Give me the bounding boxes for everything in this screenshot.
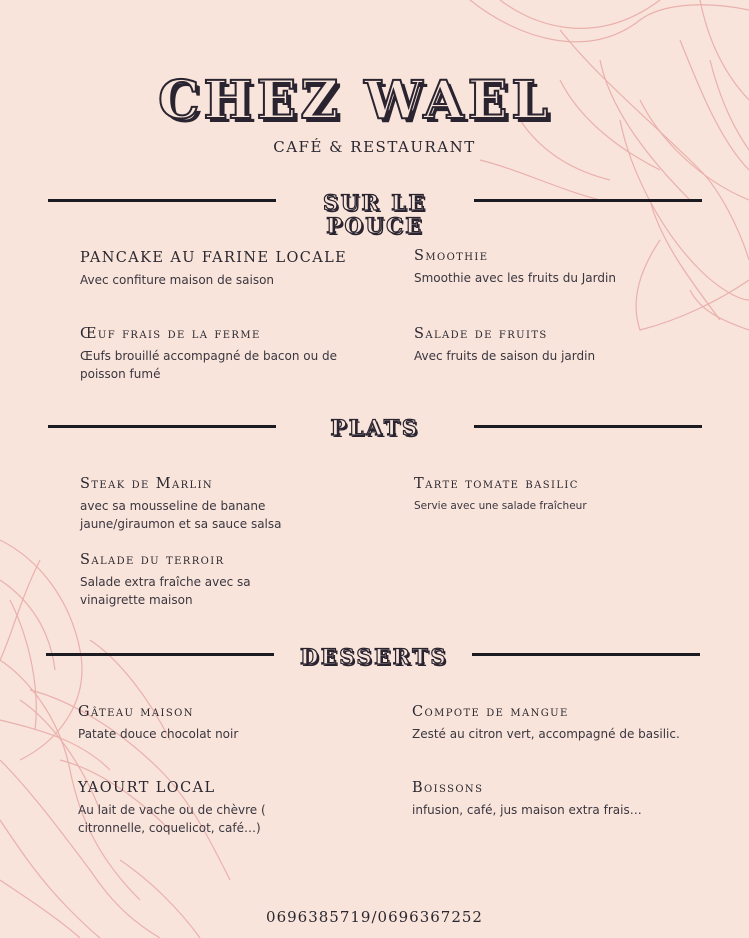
menu-item <box>412 704 702 743</box>
divider-left <box>48 425 276 428</box>
divider-right <box>472 653 700 656</box>
item-description: avec sa mousseline de banane jaune/giraumon et sa sauce salsa <box>80 499 282 531</box>
item-description: Zesté au citron vert, accompagné de basilic. <box>412 727 680 741</box>
item-name: Smoothie <box>414 248 489 264</box>
item-name: Salade du terroir <box>80 552 225 568</box>
item-description: Œufs brouillé accompagné de bacon ou de poisson fumé <box>80 349 338 381</box>
item-name: YAOURT LOCAL <box>78 780 216 796</box>
item-name: Gâteau maison <box>78 704 194 720</box>
item-description: Au lait de vache ou de chèvre ( citronnelle, coquelicot, café…) <box>78 803 266 835</box>
menu-item <box>80 476 340 533</box>
divider-right <box>474 199 702 202</box>
item-name: Tarte tomate basilic <box>414 476 579 492</box>
item-description: Servie avec une salade fraîcheur <box>414 500 587 512</box>
item-description: Patate douce chocolat noir <box>78 727 239 741</box>
menu-item <box>78 704 378 743</box>
menu-item <box>412 780 702 819</box>
item-description: Smoothie avec les fruits du Jardin <box>414 271 616 285</box>
item-name: PANCAKE AU FARINE LOCALE <box>80 250 348 266</box>
item-name: Œuf frais de la ferme <box>80 326 261 342</box>
menu-item <box>414 326 714 365</box>
restaurant-subtitle: CAFÉ & RESTAURANT <box>273 138 476 156</box>
item-description: infusion, café, jus maison extra frais… <box>412 803 642 817</box>
item-name: Compote de mangue <box>412 704 569 720</box>
divider-left <box>46 653 274 656</box>
restaurant-title: CHEZ WAEL <box>158 70 552 131</box>
phone-numbers[interactable]: 0696385719/0696367252 <box>266 908 483 926</box>
menu-item <box>80 250 380 289</box>
section-title: DESSERTS <box>300 644 448 669</box>
menu-item <box>80 552 310 609</box>
item-description: Avec confiture maison de saison <box>80 273 275 287</box>
item-description: Salade extra fraîche avec sa vinaigrette maison <box>80 575 251 607</box>
item-description: Avec fruits de saison du jardin <box>414 349 596 363</box>
menu-item <box>414 476 714 515</box>
section-title: PLATS <box>330 415 420 440</box>
menu-item <box>80 326 350 383</box>
item-name: Boissons <box>412 780 484 796</box>
menu-item <box>414 248 714 287</box>
section-title: SUR LE POUCE <box>322 190 427 238</box>
menu-item <box>78 780 318 837</box>
item-name: Steak de Marlin <box>80 476 214 492</box>
item-name: Salade de fruits <box>414 326 548 342</box>
divider-right <box>474 425 702 428</box>
divider-left <box>48 199 276 202</box>
